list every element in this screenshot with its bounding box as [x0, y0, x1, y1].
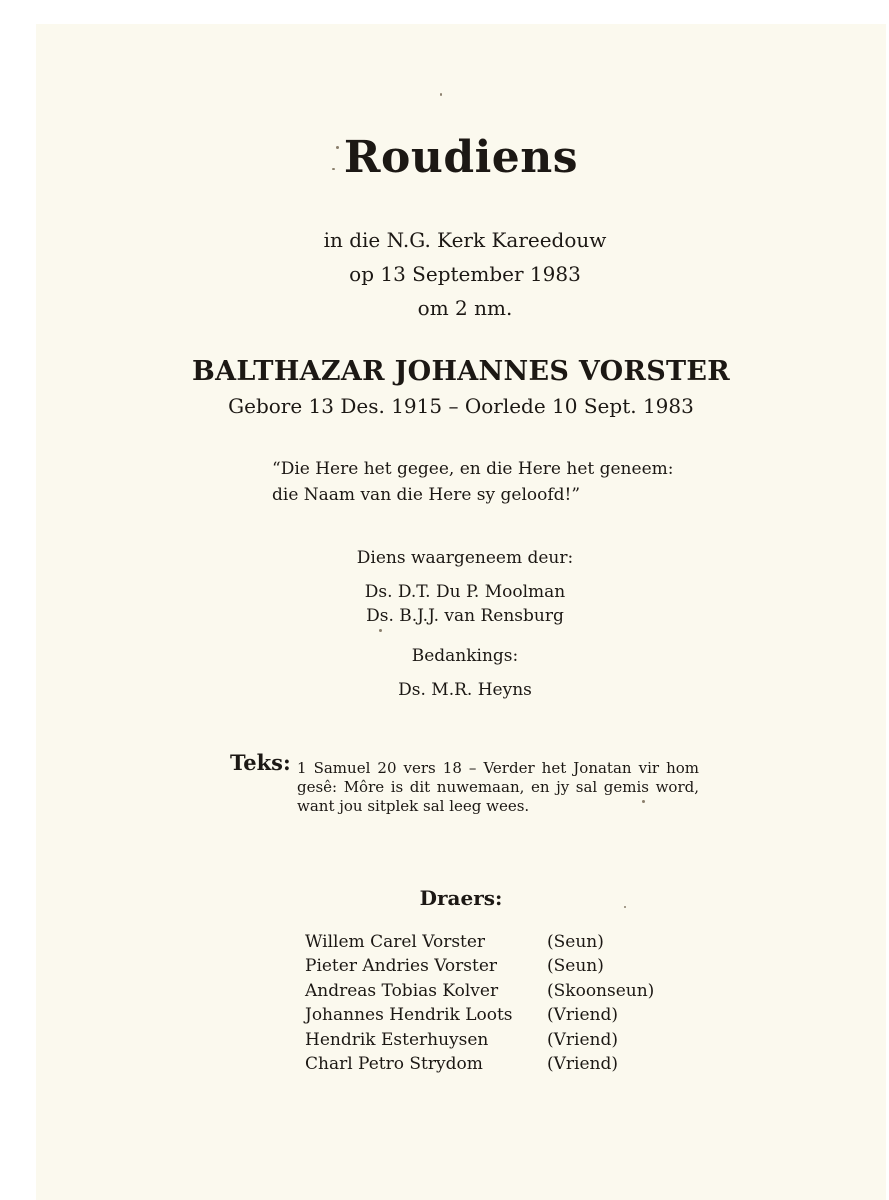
- bearer-name: Willem Carel Vorster: [305, 932, 486, 952]
- bearer-relation: (Seun): [547, 932, 604, 952]
- bearer-row: [305, 1052, 654, 1076]
- bearer-row: [305, 930, 654, 954]
- deceased-name: BALTHAZAR JOHANNES VORSTER: [191, 356, 731, 387]
- bearer-relation: (Vriend): [547, 1005, 618, 1026]
- thanks-minister: Ds. M.R. Heyns: [398, 680, 532, 700]
- bearer-relation: (Vriend): [547, 1029, 618, 1050]
- scripture-quote: [272, 456, 673, 508]
- text-body: 1 Samuel 20 vers 18 – Verder het Jonatan vir hom gesê: Môre is dit nuwemaan, en jy sal gemis word, want jou sitplek sal leeg wees.: [297, 759, 699, 815]
- bearer-row: [305, 1028, 654, 1052]
- bearer-name: Hendrik Esterhuysen: [305, 1029, 489, 1050]
- text-label: Teks:: [230, 750, 291, 775]
- paper-speck: [440, 93, 442, 96]
- date-line: op 13 September 1983: [349, 262, 581, 286]
- bearer-relation: (Seun): [547, 956, 604, 977]
- minister-name: Ds. B.J.J. van Rensburg: [366, 606, 564, 626]
- bearer-relation: (Skoonseun): [547, 980, 655, 1001]
- time-line: om 2 nm.: [417, 296, 513, 320]
- bearer-name: Pieter Andries Vorster: [305, 956, 498, 977]
- paper-speck: [379, 629, 382, 632]
- page-title: Roudiens: [343, 132, 579, 183]
- minister-name: Ds. D.T. Du P. Moolman: [364, 582, 566, 602]
- bearer-row: [305, 979, 654, 1003]
- deceased-dates: Gebore 13 Des. 1915 – Oorlede 10 Sept. 1983: [228, 394, 694, 418]
- quote-line: “Die Here het gegee, en die Here het geneem:: [272, 459, 674, 479]
- bearer-name: Johannes Hendrik Loots: [305, 1005, 513, 1026]
- bearers-heading: Draers:: [419, 886, 503, 910]
- paper-speck: [624, 906, 626, 908]
- bearer-relation: (Vriend): [547, 1053, 618, 1074]
- quote-line: die Naam van die Here sy geloofd!”: [272, 485, 581, 505]
- thanks-heading: Bedankings:: [411, 646, 519, 666]
- bearer-row: [305, 954, 654, 978]
- bearers-list: [305, 930, 654, 1076]
- paper-speck: [336, 146, 339, 149]
- service-heading: Diens waargeneem deur:: [356, 548, 574, 568]
- paper-speck: [642, 800, 645, 803]
- bearer-row: [305, 1003, 654, 1027]
- bearer-name: Andreas Tobias Kolver: [305, 980, 499, 1001]
- bearer-name: Charl Petro Strydom: [305, 1053, 483, 1074]
- funeral-programme-page: [36, 24, 886, 1200]
- paper-speck: [332, 168, 335, 170]
- venue-line: in die N.G. Kerk Kareedouw: [323, 228, 607, 252]
